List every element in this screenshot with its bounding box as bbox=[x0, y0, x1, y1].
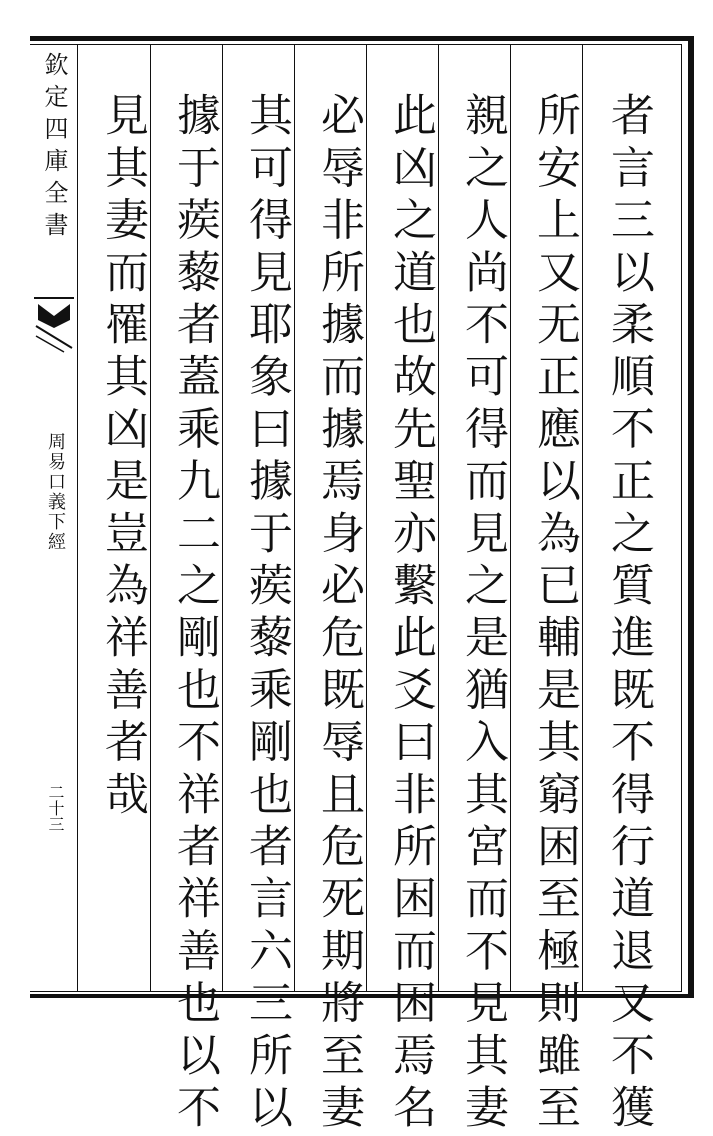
margin-book-title: 欽定四庫全書 bbox=[40, 52, 68, 244]
margin-section-title: 周易口義下經 bbox=[45, 432, 66, 552]
fishtail-mark-icon bbox=[34, 294, 74, 354]
text-column: 其可得見耶象曰據于蒺藜乘剛也者言六三所以 bbox=[241, 92, 292, 1136]
text-column: 所安上又无正應以為已輔是其窮困至極則雖至 bbox=[529, 92, 580, 1136]
text-column: 據于蒺藜者蓋乘九二之剛也不祥者祥善也以不 bbox=[169, 92, 220, 1136]
text-column: 此凶之道也故先聖亦繫此爻曰非所困而困焉名 bbox=[385, 92, 436, 1136]
text-column: 親之人尚不可得而見之是猶入其宮而不見其妻 bbox=[457, 92, 508, 1136]
text-column: 見其妻而罹其凶是豈為祥善者哉 bbox=[97, 92, 148, 823]
text-column: 者言三以柔順不正之質進既不得行道退又不獲 bbox=[603, 92, 654, 1136]
text-column: 必辱非所據而據焉身必危既辱且危死期將至妻 bbox=[313, 92, 364, 1136]
margin-page-number: 二十三 bbox=[46, 784, 65, 832]
